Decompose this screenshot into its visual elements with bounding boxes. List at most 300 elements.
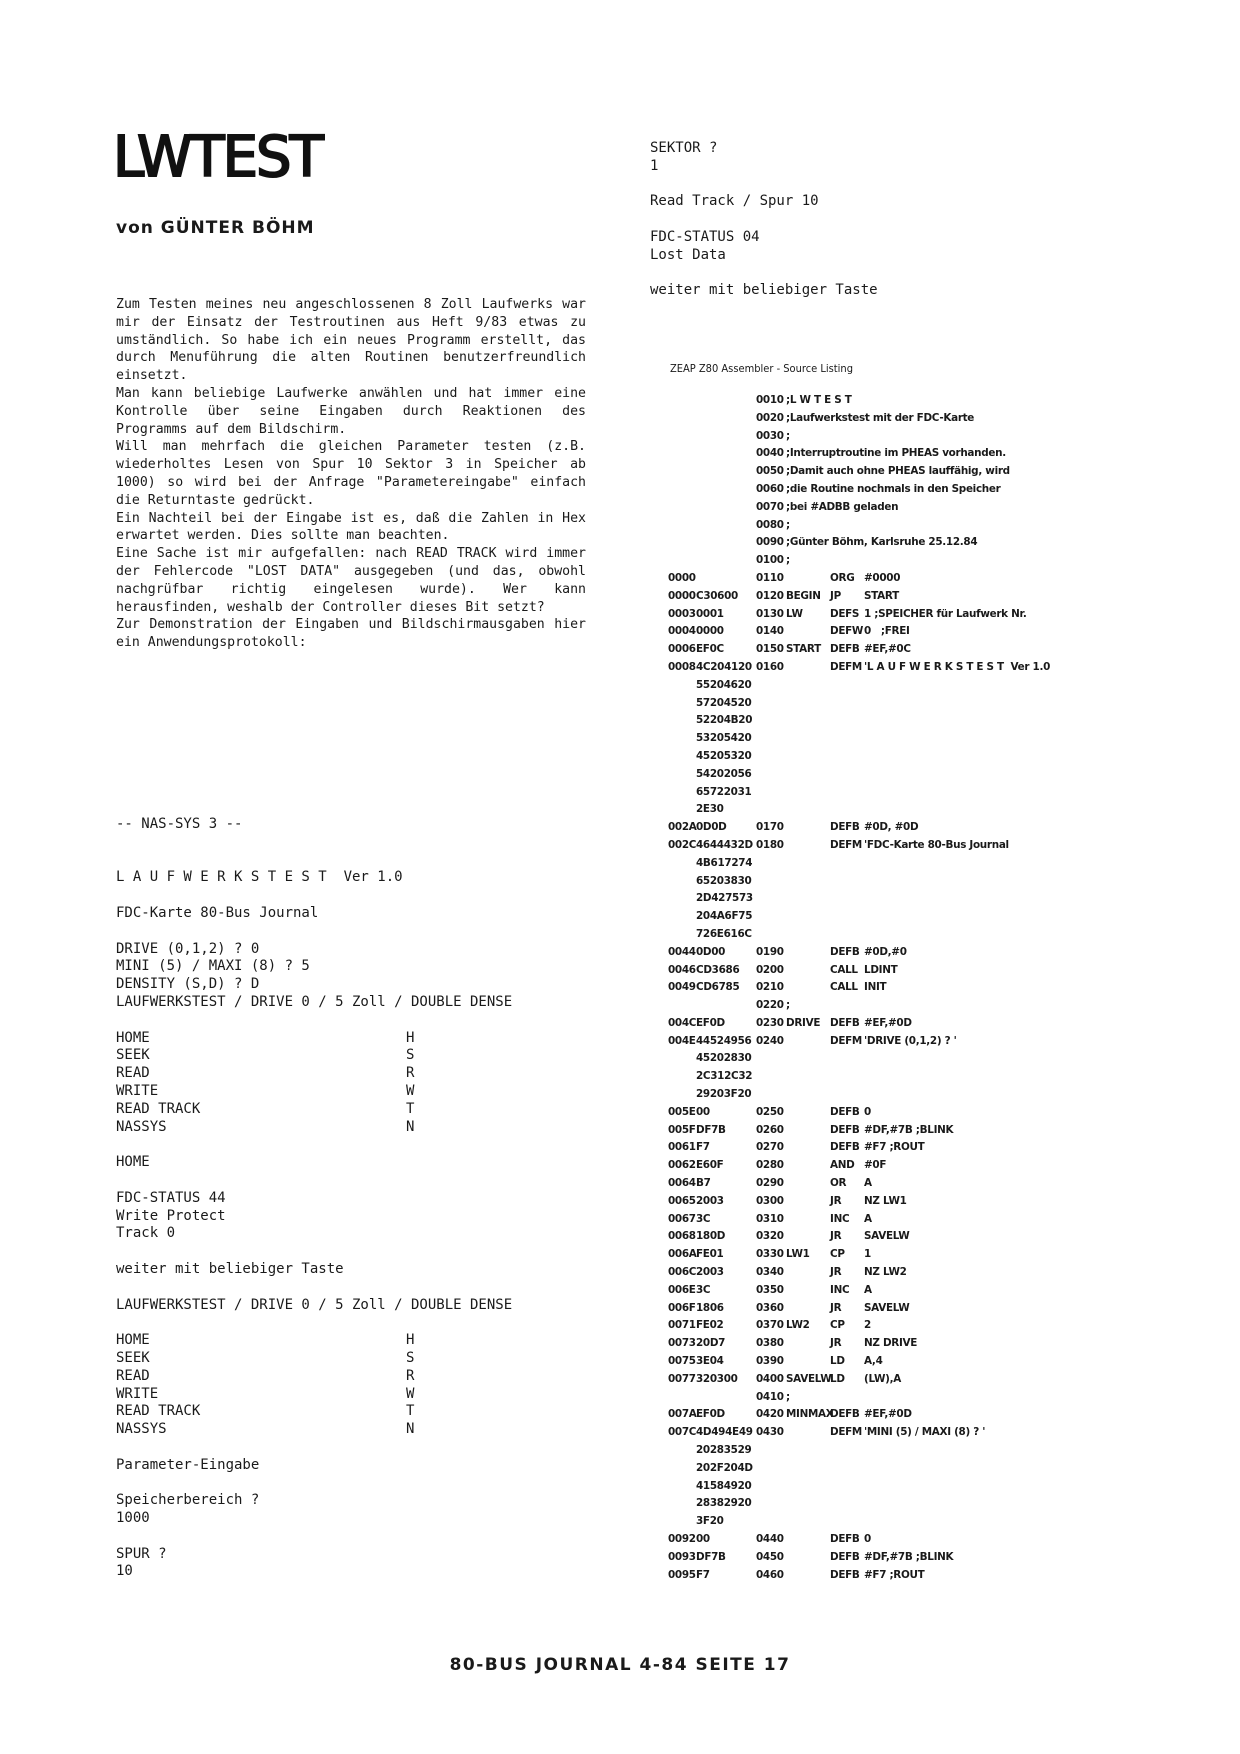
memory-value: 1000 <box>116 1510 150 1527</box>
listing-label <box>786 1282 830 1300</box>
listing-object-code: 1806 <box>696 1301 724 1314</box>
listing-object-code: 65203830 <box>696 874 752 887</box>
listing-row <box>668 677 1228 695</box>
memory-prompt: Speicherbereich ? <box>116 1492 260 1509</box>
menu-item <box>116 1368 636 1386</box>
listing-operand: SAVELW <box>864 1301 910 1314</box>
listing-object-code: 20D7 <box>696 1337 726 1350</box>
listing-line-number: 0380 <box>756 1337 784 1350</box>
listing-line-number: 0030 <box>756 429 784 442</box>
listing-address <box>668 784 696 802</box>
listing-object-code: 204A6F75 <box>696 910 753 923</box>
listing-line-number: 0270 <box>756 1141 784 1154</box>
listing-label: BEGIN <box>786 589 821 602</box>
listing-address: 0095 <box>668 1568 696 1581</box>
menu-item <box>116 1350 636 1368</box>
listing-opcode: JR <box>830 1266 842 1279</box>
listing-opcode <box>830 428 864 446</box>
listing-opcode: CP <box>830 1248 845 1261</box>
listing-row <box>668 445 1228 463</box>
listing-line-number: 0070 <box>756 500 784 513</box>
listing-object-code: 28382920 <box>696 1497 752 1510</box>
continue-prompt: weiter mit beliebiger Taste <box>116 1260 344 1277</box>
listing-opcode <box>830 1068 864 1086</box>
listing-address: 006E <box>668 1283 696 1296</box>
listing-address <box>668 1513 696 1531</box>
listing-row <box>668 1513 1228 1531</box>
listing-address <box>668 873 696 891</box>
listing-operand: 1 ;SPEICHER für Laufwerk Nr. <box>864 607 1027 620</box>
listing-label: ; <box>786 999 790 1012</box>
listing-operand: 0 <box>864 1533 871 1545</box>
listing-address <box>668 1460 696 1478</box>
listing-line-number: 0200 <box>756 963 784 976</box>
listing-object-code: 3C <box>696 1212 711 1225</box>
listing-row <box>668 748 1228 766</box>
listing-row <box>668 837 1228 855</box>
listing-line-number: 0280 <box>756 1159 784 1172</box>
listing-opcode: DEFB <box>830 945 860 958</box>
listing-object-code: 41584920 <box>696 1479 752 1492</box>
assembler-listing <box>668 392 1228 1584</box>
listing-address: 0006 <box>668 643 696 656</box>
listing-address: 002A <box>668 821 697 834</box>
listing-operand: START <box>864 589 899 602</box>
listing-row <box>668 926 1228 944</box>
listing-address: 0064 <box>668 1177 696 1190</box>
listing-row <box>668 428 1228 446</box>
menu-label: READ <box>116 1367 150 1384</box>
listing-operand: 2 <box>864 1319 871 1332</box>
listing-opcode <box>830 1442 864 1460</box>
listing-row <box>668 962 1228 980</box>
listing-opcode <box>830 1050 864 1068</box>
listing-object-code: 3E04 <box>696 1355 724 1368</box>
listing-line-number <box>756 766 786 784</box>
listing-object-code: 4C204120 <box>696 660 752 673</box>
listing-line-number: 0410 <box>756 1390 784 1403</box>
menu-label: HOME <box>116 1029 150 1046</box>
listing-operand: #F7 ;ROUT <box>864 1141 925 1154</box>
listing-opcode <box>830 1086 864 1104</box>
listing-row <box>668 979 1228 997</box>
listing-opcode <box>830 784 864 802</box>
listing-row <box>668 1211 1228 1229</box>
listing-address <box>668 1495 696 1513</box>
listing-address: 007C <box>668 1426 697 1439</box>
listing-label <box>786 1175 830 1193</box>
listing-operand: #EF,#0D <box>864 1016 912 1029</box>
menu-key: T <box>406 1100 415 1117</box>
listing-row <box>668 1567 1228 1585</box>
listing-address: 0049 <box>668 981 696 994</box>
listing-line-number: 0060 <box>756 482 784 495</box>
home-output: HOME <box>116 1154 150 1171</box>
listing-opcode <box>830 855 864 873</box>
listing-operand: 0 <box>864 1105 871 1118</box>
listing-address: 004E <box>668 1034 696 1047</box>
listing-object-code <box>696 481 756 499</box>
listing-label <box>786 1353 830 1371</box>
menu-key: H <box>406 1029 415 1046</box>
listing-address <box>668 552 696 570</box>
listing-opcode: DEFB <box>830 1550 860 1563</box>
menu-label: HOME <box>116 1332 150 1349</box>
menu-label: WRITE <box>116 1385 159 1402</box>
listing-object-code <box>696 463 756 481</box>
listing-address: 0061 <box>668 1141 696 1154</box>
listing-row <box>668 641 1228 659</box>
listing-line-number: 0460 <box>756 1568 784 1581</box>
listing-row <box>668 1050 1228 1068</box>
listing-label <box>786 1495 830 1513</box>
listing-label <box>786 1424 830 1442</box>
density-prompt: DENSITY (S,D) ? D <box>116 976 260 993</box>
listing-address <box>668 481 696 499</box>
listing-object-code: EF0D <box>696 1408 725 1421</box>
program-banner: L A U F W E R K S T E S T Ver 1.0 <box>116 869 403 886</box>
listing-line-number: 0440 <box>756 1533 784 1545</box>
listing-object-code <box>696 428 756 446</box>
listing-address: 006F <box>668 1301 696 1314</box>
page-footer: 80-BUS JOURNAL 4-84 SEITE 17 <box>449 1655 791 1675</box>
listing-opcode <box>830 517 864 535</box>
menu-label: NASSYS <box>116 1118 167 1135</box>
listing-opcode <box>830 695 864 713</box>
listing-operand: #F7 ;ROUT <box>864 1568 925 1581</box>
menu-label: READ TRACK <box>116 1403 201 1420</box>
track-prompt: SPUR ? <box>116 1545 167 1562</box>
menu-label: READ TRACK <box>116 1100 201 1117</box>
listing-object-code <box>696 570 756 588</box>
listing-object-code: DF7B <box>696 1123 726 1136</box>
listing-line-number <box>756 1068 786 1086</box>
listing-line-number: 0050 <box>756 465 784 478</box>
menu-key: S <box>406 1047 415 1064</box>
continue-prompt: weiter mit beliebiger Taste <box>650 282 878 299</box>
listing-line-number: 0290 <box>756 1177 784 1190</box>
listing-line-number <box>756 677 786 695</box>
listing-row <box>668 1406 1228 1424</box>
listing-address <box>668 890 696 908</box>
listing-object-code <box>696 392 756 410</box>
listing-object-code: CD3686 <box>696 963 740 976</box>
listing-line-number: 0090 <box>756 536 784 549</box>
listing-line-number: 0170 <box>756 821 784 834</box>
listing-address <box>668 712 696 730</box>
listing-object-code: 54202056 <box>696 767 752 780</box>
listing-line-number: 0390 <box>756 1355 784 1368</box>
listing-row <box>668 784 1228 802</box>
listing-opcode: DEFB <box>830 1408 860 1421</box>
listing-line-number: 0080 <box>756 518 784 531</box>
listing-operand: NZ DRIVE <box>864 1337 918 1350</box>
listing-opcode: JP <box>830 589 841 602</box>
listing-line-number <box>756 1460 786 1478</box>
listing-opcode <box>830 908 864 926</box>
listing-row <box>668 1531 1228 1549</box>
listing-label: LW1 <box>786 1248 810 1261</box>
listing-label: DRIVE <box>786 1016 821 1029</box>
listing-opcode <box>830 730 864 748</box>
listing-operand: #0D, #0D <box>864 821 919 834</box>
listing-opcode: DEFM <box>830 1426 862 1439</box>
listing-row <box>668 801 1228 819</box>
menu-label: SEEK <box>116 1349 150 1366</box>
listing-row <box>668 712 1228 730</box>
listing-object-code: 52204B20 <box>696 714 753 727</box>
listing-label: ;Laufwerkstest mit der FDC-Karte <box>786 411 975 424</box>
listing-object-code: C30600 <box>696 589 738 602</box>
listing-operand: A,4 <box>864 1355 883 1368</box>
listing-operand: (LW),A <box>864 1372 901 1385</box>
menu-item <box>116 1332 636 1350</box>
listing-opcode <box>830 1389 864 1407</box>
listing-address <box>668 855 696 873</box>
listing-opcode: DEFB <box>830 821 860 834</box>
listing-row <box>668 1246 1228 1264</box>
listing-opcode <box>830 926 864 944</box>
listing-opcode <box>830 997 864 1015</box>
listing-opcode <box>830 481 864 499</box>
listing-row <box>668 766 1228 784</box>
listing-line-number: 0160 <box>756 660 784 673</box>
listing-line-number: 0190 <box>756 945 784 958</box>
listing-address <box>668 1068 696 1086</box>
listing-address: 0062 <box>668 1159 696 1172</box>
listing-label <box>786 908 830 926</box>
listing-operand: 'FDC-Karte 80-Bus Journal <box>864 838 1009 851</box>
menu-1 <box>116 1030 636 1137</box>
listing-label <box>786 979 830 997</box>
listing-object-code: B7 <box>696 1177 711 1190</box>
listing-label <box>786 837 830 855</box>
listing-operand: 'MINI (5) / MAXI (8) ? ' <box>864 1426 986 1439</box>
listing-address <box>668 428 696 446</box>
listing-line-number: 0180 <box>756 838 784 851</box>
listing-row <box>668 534 1228 552</box>
listing-address <box>668 1086 696 1104</box>
listing-row <box>668 1228 1228 1246</box>
fdc-status: FDC-STATUS 04 <box>650 228 760 245</box>
listing-operand: #DF,#7B ;BLINK <box>864 1123 954 1136</box>
listing-label <box>786 659 830 677</box>
listing-row <box>668 944 1228 962</box>
listing-label <box>786 784 830 802</box>
article-title: LWTEST <box>113 125 322 190</box>
listing-object-code <box>696 997 756 1015</box>
listing-line-number <box>756 712 786 730</box>
listing-row <box>668 463 1228 481</box>
listing-label <box>786 962 830 980</box>
menu-key: R <box>406 1065 415 1082</box>
listing-object-code: FE02 <box>696 1319 724 1332</box>
listing-row <box>668 855 1228 873</box>
listing-line-number: 0150 <box>756 643 784 656</box>
listing-row <box>668 1139 1228 1157</box>
listing-object-code: 4D494E49 <box>696 1426 753 1439</box>
listing-object-code: CD6785 <box>696 981 740 994</box>
status-line: LAUFWERKSTEST / DRIVE 0 / 5 Zoll / DOUBLE DENSE <box>116 1296 513 1313</box>
track-value: 10 <box>116 1563 133 1580</box>
menu-item <box>116 1403 636 1421</box>
listing-label <box>786 1442 830 1460</box>
listing-opcode: DEFB <box>830 1123 860 1136</box>
listing-address <box>668 445 696 463</box>
listing-label <box>786 819 830 837</box>
write-protect: Write Protect <box>116 1207 226 1224</box>
listing-line-number: 0240 <box>756 1034 784 1047</box>
listing-object-code: 00 <box>696 1533 710 1545</box>
listing-label: ;Interruptroutine im PHEAS vorhanden. <box>786 447 1006 460</box>
listing-label: LW <box>786 607 803 620</box>
listing-line-number: 0120 <box>756 589 784 602</box>
listing-opcode: INC <box>830 1283 850 1296</box>
listing-label <box>786 1549 830 1567</box>
listing-object-code: 180D <box>696 1230 726 1243</box>
listing-address <box>668 908 696 926</box>
listing-label <box>786 1460 830 1478</box>
listing-line-number: 0110 <box>756 571 784 584</box>
menu-label: SEEK <box>116 1047 150 1064</box>
menu-item <box>116 1065 636 1083</box>
listing-label <box>786 890 830 908</box>
menu-2 <box>116 1332 636 1439</box>
listing-row <box>668 1549 1228 1567</box>
listing-opcode: DEFM <box>830 838 862 851</box>
listing-label <box>786 926 830 944</box>
listing-opcode: OR <box>830 1177 847 1190</box>
listing-opcode <box>830 1513 864 1531</box>
listing-line-number: 0430 <box>756 1426 784 1439</box>
listing-address <box>668 463 696 481</box>
listing-address: 0008 <box>668 660 696 673</box>
listing-object-code <box>696 1389 756 1407</box>
menu-item <box>116 1030 636 1048</box>
listing-operand: 'DRIVE (0,1,2) ? ' <box>864 1034 957 1047</box>
listing-label <box>786 1211 830 1229</box>
listing-line-number <box>756 1478 786 1496</box>
listing-operand: SAVELW <box>864 1230 910 1243</box>
listing-line-number: 0420 <box>756 1408 784 1421</box>
intro-paragraph: Zum Testen meines neu angeschlossenen 8 Zoll Laufwerks war mir der Einsatz der Testroutinen aus Heft 9/83 etwas zu umständlich. So habe ich ein neues Programm erstellt, das durch Menuführung die alten Routinen benutzerfreundlich einsetzt. <box>116 297 586 384</box>
listing-object-code: 65722031 <box>696 785 752 798</box>
listing-object-code: 2D427573 <box>696 892 753 905</box>
listing-operand: 0 ;FREI <box>864 625 910 638</box>
listing-address <box>668 410 696 428</box>
listing-line-number <box>756 1513 786 1531</box>
menu-label: NASSYS <box>116 1421 167 1438</box>
listing-line-number <box>756 730 786 748</box>
intro-paragraph: Zur Demonstration der Eingaben und Bildschirmausgaben hier ein Anwendungsprotokoll: <box>116 617 586 651</box>
listing-address: 0004 <box>668 625 696 638</box>
listing-opcode <box>830 873 864 891</box>
listing-line-number: 0400 <box>756 1372 784 1385</box>
listing-label <box>786 1264 830 1282</box>
listing-object-code: EF0C <box>696 643 724 656</box>
listing-opcode: JR <box>830 1301 842 1314</box>
listing-object-code: FE01 <box>696 1248 724 1261</box>
listing-opcode: LD <box>830 1372 845 1385</box>
listing-object-code: 45205320 <box>696 749 752 762</box>
listing-row <box>668 1442 1228 1460</box>
listing-line-number: 0100 <box>756 554 784 567</box>
listing-object-code <box>696 517 756 535</box>
menu-key: W <box>406 1385 415 1402</box>
listing-address: 007A <box>668 1408 697 1421</box>
listing-label <box>786 855 830 873</box>
listing-address: 0077 <box>668 1372 696 1385</box>
listing-line-number <box>756 695 786 713</box>
listing-line-number <box>756 890 786 908</box>
menu-label: WRITE <box>116 1082 159 1099</box>
listing-address <box>668 730 696 748</box>
listing-row <box>668 1389 1228 1407</box>
listing-label: ;bei #ADBB geladen <box>786 500 899 513</box>
listing-row <box>668 1068 1228 1086</box>
track-output: Track 0 <box>116 1225 176 1242</box>
listing-object-code: F7 <box>696 1141 710 1154</box>
intro-paragraph: Will man mehrfach die gleichen Parameter testen (z.B. wiederholtes Lesen von Spur 10 Sektor 3 in Speicher ab 1000) so wird bei der Anfrage "Parametereingabe" einfach die Returntaste gedrückt. <box>116 439 586 508</box>
listing-address <box>668 766 696 784</box>
listing-object-code: 2003 <box>696 1194 724 1207</box>
listing-label <box>786 766 830 784</box>
nassys-banner: -- NAS-SYS 3 -- <box>116 816 243 832</box>
listing-address <box>668 499 696 517</box>
listing-opcode: JR <box>830 1337 842 1350</box>
listing-address: 0000 <box>668 571 696 584</box>
sector-value: 1 <box>650 157 659 174</box>
listing-opcode: CALL <box>830 981 858 994</box>
listing-address: 005F <box>668 1123 696 1136</box>
listing-row <box>668 1495 1228 1513</box>
listing-row <box>668 570 1228 588</box>
listing-row <box>668 730 1228 748</box>
listing-row <box>668 873 1228 891</box>
listing-row <box>668 908 1228 926</box>
listing-address: 004C <box>668 1016 697 1029</box>
listing-address: 0044 <box>668 945 696 958</box>
listing-line-number <box>756 873 786 891</box>
listing-opcode: DEFB <box>830 1568 860 1581</box>
listing-line-number: 0010 <box>756 394 784 406</box>
listing-address <box>668 517 696 535</box>
listing-address <box>668 1478 696 1496</box>
menu-item <box>116 1083 636 1101</box>
listing-row <box>668 997 1228 1015</box>
listing-row <box>668 1335 1228 1353</box>
listing-label: START <box>786 643 821 656</box>
listing-label <box>786 570 830 588</box>
listing-line-number: 0210 <box>756 981 784 994</box>
listing-object-code: 20283529 <box>696 1444 752 1457</box>
listing-label <box>786 1300 830 1318</box>
listing-row <box>668 517 1228 535</box>
listing-object-code <box>696 499 756 517</box>
listing-line-number <box>756 908 786 926</box>
listing-row <box>668 1353 1228 1371</box>
intro-paragraph: Man kann beliebige Laufwerke anwählen und hat immer eine Kontrolle über seine Eingaben durch Reaktionen des Programms auf dem Bildschirm. <box>116 385 586 437</box>
listing-label <box>786 1122 830 1140</box>
listing-object-code: 0000 <box>696 625 724 638</box>
listing-object-code: 45202830 <box>696 1052 752 1065</box>
intro-text <box>116 296 586 652</box>
listing-line-number: 0340 <box>756 1266 784 1279</box>
listing-label <box>786 1193 830 1211</box>
listing-line-number: 0040 <box>756 447 784 460</box>
listing-label <box>786 1086 830 1104</box>
listing-line-number <box>756 1442 786 1460</box>
